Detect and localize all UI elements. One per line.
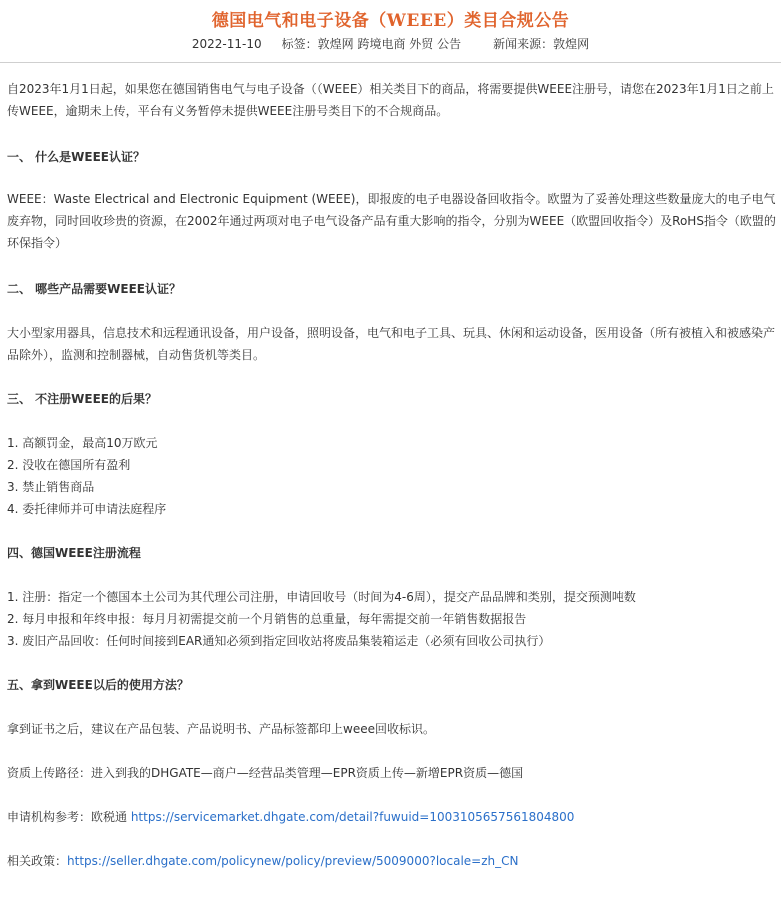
article-title: 德国电气和电子设备（WEEE）类目合规公告 — [211, 11, 570, 31]
section-1-text: WEEE：Waste Electrical and Electronic Equipment (WEEE)，即报废的电子电器设备回收指令。欧盟为了妥善处理这些数量庞大的电子电气废弃物，同时回收珍贵的资源，在2002年通过两项对电子电气设备产品有重大影响的指令，分别为WEEE（欧盟回收指令）及RoHS指令（欧盟的环保指令） — [7, 192, 776, 250]
section-1-heading: 一、 什么是WEEE认证？ — [7, 150, 146, 164]
agency-label: 申请机构参考：欧税通 — [7, 810, 131, 824]
tags-value[interactable]: 敦煌网 跨境电商 外贸 公告 — [317, 37, 462, 51]
section-2-text: 大小型家用器具，信息技术和远程通讯设备，用户设备，照明设备，电气和电子工具、玩具、休闲和运动设备，医用设备（所有被植入和被感染产品除外），监测和控制器械，自动售货机等类目。 — [7, 326, 776, 362]
section-4-list — [7, 586, 777, 652]
section-3-heading: 三、 不注册WEEE的后果？ — [7, 392, 158, 406]
list-item: 3. 禁止销售商品 — [7, 480, 95, 494]
policy-link[interactable]: https://seller.dhgate.com/policynew/policy/preview/5009000?locale=zh_CN — [67, 854, 519, 868]
header-divider — [0, 62, 781, 63]
section-2-body — [7, 322, 777, 366]
section-2-heading: 二、 哪些产品需要WEEE认证？ — [7, 282, 182, 296]
upload-path: 资质上传路径：进入到我的DHGATE—商户—经营品类管理—EPR资质上传—新增EPR资质—德国 — [7, 766, 524, 780]
section-4-heading: 四、德国WEEE注册流程 — [7, 546, 141, 560]
agency-link[interactable]: https://servicemarket.dhgate.com/detail?fuwuid=1003105657561804800 — [130, 810, 575, 824]
section-5-p1 — [7, 718, 777, 740]
policy-label: 相关政策： — [7, 854, 68, 868]
section-5-heading: 五、拿到WEEE以后的使用方法？ — [7, 678, 189, 692]
section-5-p3 — [7, 806, 777, 828]
usage-note: 拿到证书之后，建议在产品包装、产品说明书、产品标签都印上weee回收标识。 — [7, 722, 435, 736]
source-label: 新闻来源： — [493, 37, 554, 51]
publish-date: 2022-11-10 — [191, 37, 262, 51]
intro-text: 自2023年1月1日起，如果您在德国销售电气与电子设备（（WEEE）相关类目下的商品，将需要提供WEEE注册号，请您在2023年1月1日之前上传WEEE，逾期未上传，平台有义务暂停未提供WEEE注册号类目下的不合规商品。 — [7, 82, 774, 118]
section-1-body — [7, 188, 777, 254]
list-item: 4. 委托律师并可申请法庭程序 — [7, 502, 167, 516]
list-item: 2. 没收在德国所有盈利 — [7, 458, 131, 472]
source-value: 敦煌网 — [553, 37, 590, 51]
list-item: 1. 高额罚金，最高10万欧元 — [7, 436, 158, 450]
article-header — [0, 0, 781, 66]
section-3-list — [7, 432, 777, 520]
tags-label: 标签： — [281, 37, 318, 51]
section-5-p2 — [7, 762, 777, 784]
list-item: 3. 废旧产品回收：任何时间接到EAR通知必须到指定回收站将废品集装箱运走（必须有回收公司执行） — [7, 634, 551, 648]
article-meta — [0, 35, 781, 52]
section-5-p4 — [7, 850, 777, 872]
list-item: 2. 每月申报和年终申报：每月月初需提交前一个月销售的总重量，每年需提交前一年销售数据报告 — [7, 612, 527, 626]
list-item: 1. 注册：指定一个德国本土公司为其代理公司注册，申请回收号（时间为4-6周），提交产品品牌和类别，提交预测吨数 — [7, 590, 636, 604]
intro-paragraph — [7, 78, 777, 122]
